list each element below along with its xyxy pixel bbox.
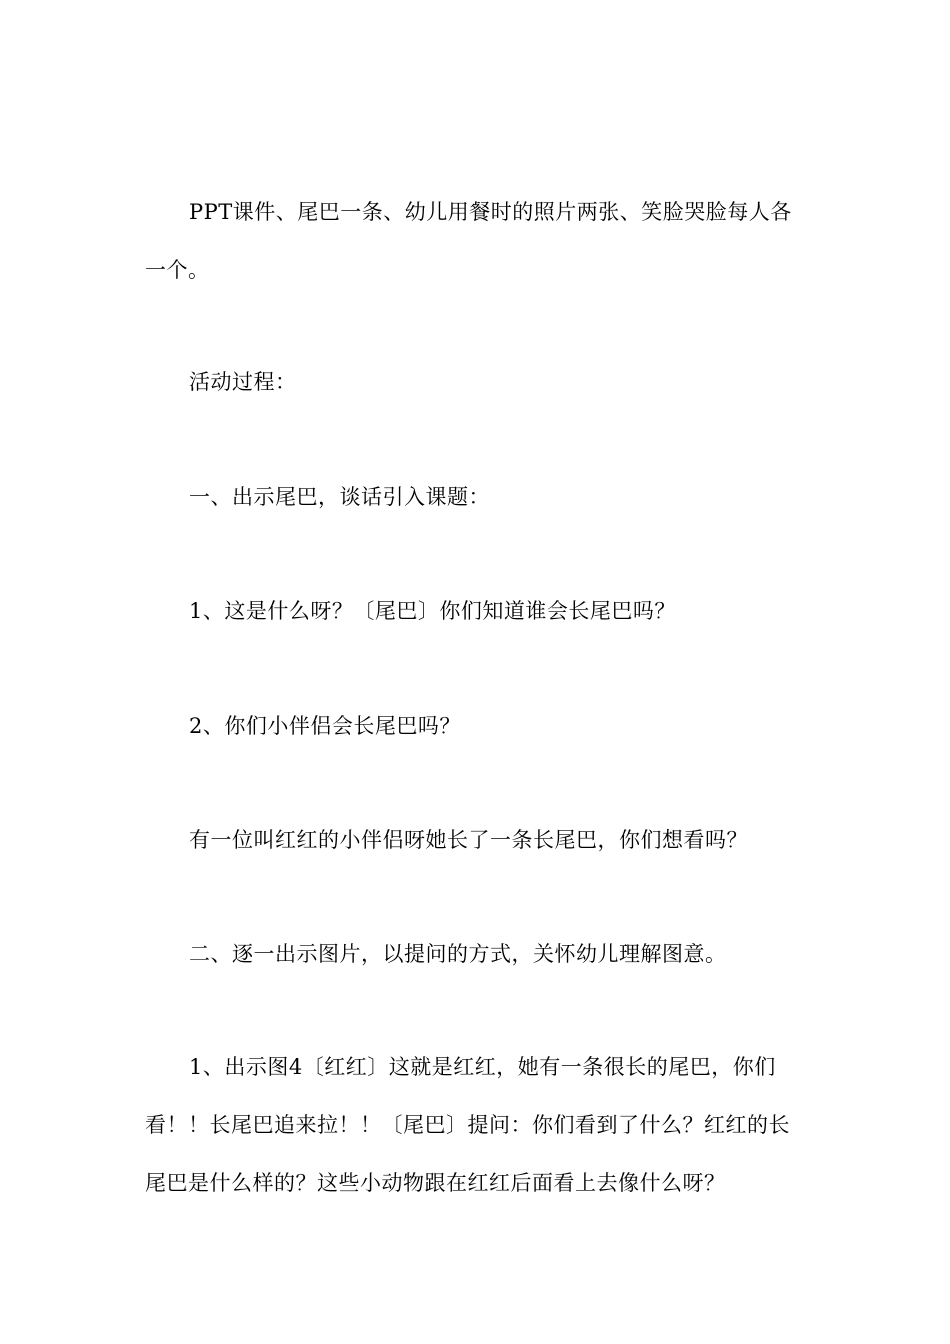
section-two-heading: 二、逐一出示图片，以提问的方式，关怀幼儿理解图意。 bbox=[189, 942, 727, 966]
question-two-paragraph: 2、你们小伴侣会长尾巴吗？ bbox=[189, 714, 461, 738]
materials-paragraph: PPT课件、尾巴一条、幼儿用餐时的照片两张、笑脸哭脸每人各一个。 bbox=[145, 200, 792, 282]
activity-process-heading: 活动过程： bbox=[189, 370, 297, 394]
question-one-paragraph: 1、这是什么呀？〔尾巴〕你们知道谁会长尾巴吗？ bbox=[189, 599, 676, 623]
section-one-heading: 一、出示尾巴，谈话引入课题： bbox=[189, 485, 490, 509]
picture-four-paragraph: 1、出示图4〔红红〕这就是红红，她有一条很长的尾巴，你们看！！长尾巴追来拉！！〔尾巴〕提问：你们看到了什么？红红的长尾巴是什么样的？这些小动物跟在红红后面看上去像什么呀？ bbox=[145, 1055, 790, 1195]
honghong-intro-paragraph: 有一位叫红红的小伴侣呀她长了一条长尾巴，你们想看吗？ bbox=[189, 828, 748, 852]
